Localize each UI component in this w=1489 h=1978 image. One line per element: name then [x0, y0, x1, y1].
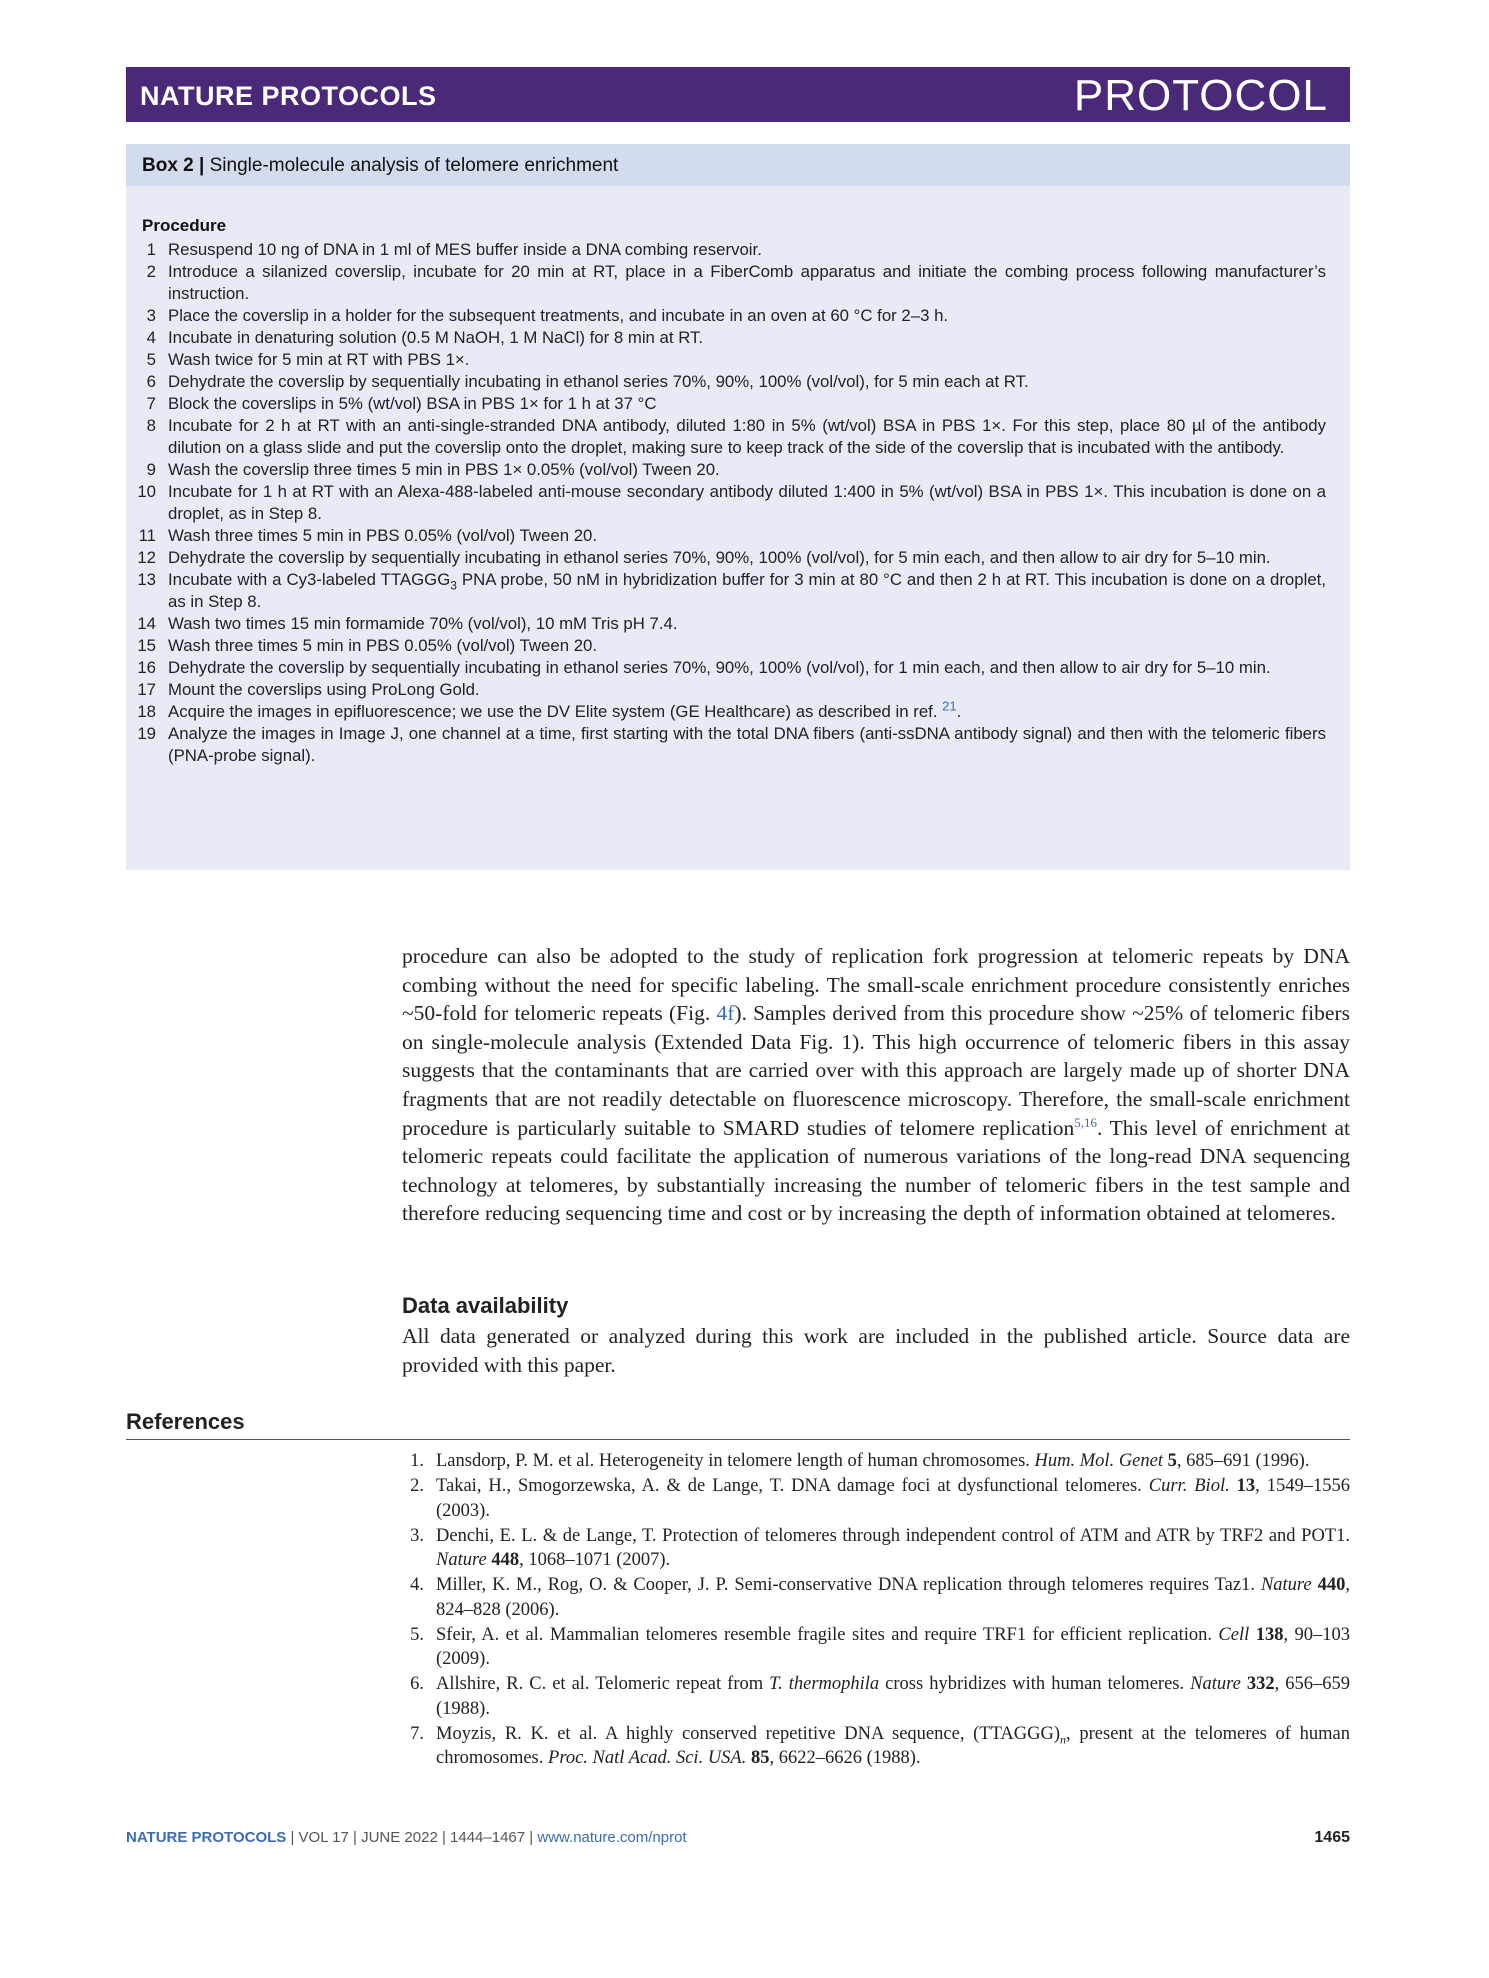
- reference-item: [402, 1722, 1350, 1771]
- reference-item: [402, 1672, 1350, 1721]
- reference-pages: , 685–691 (1996).: [1176, 1451, 1310, 1471]
- step-number: 16: [137, 658, 156, 677]
- step-text-part: Mount the coverslips using ProLong Gold.: [168, 680, 480, 699]
- procedure-step: [126, 723, 1350, 767]
- footer-date: JUNE 2022: [361, 1829, 438, 1846]
- reference-pages: , 6622–6626 (1988).: [769, 1748, 921, 1768]
- procedure-step: [126, 613, 1350, 635]
- references-list: [402, 1449, 1350, 1771]
- reference-text: [436, 1672, 1350, 1721]
- step-number: 4: [146, 328, 156, 347]
- step-text-part: Analyze the images in Image J, one channel at a time, first starting with the total DNA fibers (anti-ssDNA antibody signal) and then with the telomeric fibers (PNA-probe signal).: [168, 724, 1326, 765]
- step-text: [168, 525, 1326, 547]
- step-text: [168, 657, 1326, 679]
- footer-separator: |: [437, 1829, 451, 1846]
- reference-pages: , 824–828 (2006).: [436, 1575, 1350, 1620]
- procedure-step: [126, 239, 1350, 261]
- step-text: [168, 547, 1326, 569]
- footer-citation: [126, 1829, 687, 1846]
- citation-link[interactable]: 21: [942, 698, 957, 714]
- reference-number: 4.: [410, 1575, 424, 1595]
- step-number: 7: [146, 394, 156, 413]
- footer-separator: |: [525, 1829, 538, 1846]
- reference-text: [436, 1449, 1350, 1474]
- step-number: 1: [146, 240, 156, 259]
- reference-item: [402, 1474, 1350, 1523]
- data-availability-heading: Data availability: [402, 1293, 569, 1318]
- step-text-part: Wash twice for 5 min at RT with PBS 1×.: [168, 350, 470, 369]
- reference-volume: 5: [1167, 1451, 1177, 1471]
- reference-authors-title: Allshire, R. C. et al. Telomeric repeat from: [436, 1674, 770, 1694]
- body-paragraph: [402, 942, 1350, 1228]
- step-text: [168, 698, 1326, 723]
- procedure-heading: Procedure: [142, 216, 227, 235]
- reference-text: [436, 1573, 1350, 1622]
- step-number: 13: [137, 570, 156, 589]
- figure-link[interactable]: 4f: [716, 1001, 735, 1026]
- citation-link[interactable]: 5,16: [1074, 1114, 1098, 1130]
- footer-volume: VOL 17: [298, 1829, 349, 1846]
- procedure-step: [126, 327, 1350, 349]
- footer-journal: NATURE PROTOCOLS: [126, 1829, 287, 1846]
- box-label: Box 2 |: [142, 155, 205, 176]
- procedure-step: [126, 305, 1350, 327]
- references-heading: References: [126, 1409, 245, 1434]
- reference-pages: , 656–659 (1988).: [436, 1674, 1351, 1719]
- reference-volume: 448: [491, 1550, 520, 1570]
- reference-item: [402, 1623, 1350, 1672]
- step-text-part: Incubate in denaturing solution (0.5 M NaOH, 1 M NaCl) for 8 min at RT.: [168, 328, 704, 347]
- step-text-part: Introduce a silanized coverslip, incubate for 20 min at RT, place in a FiberComb apparatus and initiate the combing process following manufacturer’s instruction.: [168, 262, 1326, 303]
- step-text: [168, 481, 1326, 525]
- step-text-part: .: [956, 702, 962, 721]
- reference-title-part: , present at the telomeres of human chromosomes.: [436, 1723, 1350, 1768]
- step-text: [168, 371, 1326, 393]
- step-text: [168, 459, 1326, 481]
- article-type: PROTOCOL: [1073, 71, 1328, 120]
- reference-title-part: cross hybridizes with human telomeres.: [879, 1674, 1191, 1694]
- step-text-part: Wash three times 5 min in PBS 0.05% (vol/vol) Tween 20.: [168, 526, 598, 545]
- reference-number: 6.: [410, 1674, 424, 1694]
- procedure-step: [126, 415, 1350, 459]
- box-title-text: Single-molecule analysis of telomere enrichment: [209, 155, 619, 176]
- reference-number: 7.: [410, 1723, 424, 1744]
- body-text-part: . This level of enrichment at telomeric repeats could facilitate the application of numerous variations of the long-read DNA sequencing technology at telomeres, by substantially increasing the number of telomeric fibers in the test sample and therefore reducing sequencing time and cost or by increasing the depth of information obtained at telomeres.: [402, 1115, 1350, 1226]
- step-text: [168, 305, 1326, 327]
- step-text: [168, 635, 1326, 657]
- reference-item: [402, 1573, 1350, 1622]
- footer-url-link[interactable]: www.nature.com/nprot: [537, 1829, 687, 1846]
- body-text-part: ). Samples derived from this procedure show ~25% of telomeric fibers on single-molecule analysis (Extended Data Fig. 1). This high occurrence of telomeric fibers in this assay suggests that the contaminants that are carried over with this approach are largely made up of shorter DNA fragments that are not readily detectable on fluorescence microscopy. Therefore, the small-scale enrichment procedure is particularly suitable to SMARD studies of telomere replication: [402, 1001, 1350, 1140]
- body-text-part: procedure can also be adopted to the study of replication fork progression at telomeric repeats by DNA combing without the need for specific labeling. The small-scale enrichment procedure consistently enriches ~50-fold for telomeric repeats (Fig.: [402, 944, 1350, 1026]
- step-number: 12: [137, 548, 156, 567]
- footer-pages: 1444–1467: [450, 1829, 526, 1846]
- step-text-part: Block the coverslips in 5% (wt/vol) BSA in PBS 1× for 1 h at 37 °C: [168, 394, 657, 413]
- reference-authors-title: Lansdorp, P. M. et al. Heterogeneity in telomere length of human chromosomes.: [436, 1451, 1035, 1471]
- reference-volume: 332: [1246, 1674, 1275, 1694]
- reference-number: 5.: [410, 1624, 424, 1645]
- step-number: 15: [137, 636, 156, 655]
- step-number: 17: [137, 680, 156, 699]
- reference-species: T. thermophila: [769, 1674, 880, 1694]
- reference-number: 3.: [410, 1525, 424, 1546]
- step-text: [168, 723, 1326, 767]
- procedure-steps: [126, 239, 1350, 767]
- reference-authors-title: Denchi, E. L. & de Lange, T. Protection of telomeres through independent control of ATM and ATR by TRF2 and POT1.: [436, 1525, 1350, 1546]
- step-number: 8: [146, 416, 156, 435]
- data-availability-text: All data generated or analyzed during this work are included in the published article. Source data are provided with this paper.: [402, 1324, 1350, 1377]
- procedure-box: [126, 144, 1350, 870]
- journal-header-bar: [126, 67, 1350, 122]
- reference-journal: Nature: [1260, 1575, 1312, 1595]
- step-text-part: Wash two times 15 min formamide 70% (vol/vol), 10 mM Tris pH 7.4.: [168, 614, 678, 633]
- reference-authors-title: Takai, H., Smogorzewska, A. & de Lange, T. DNA damage foci at dysfunctional telomeres.: [436, 1476, 1149, 1496]
- step-number: 11: [138, 526, 156, 545]
- box-title-bar: [126, 144, 1350, 186]
- step-text: [168, 239, 1326, 261]
- procedure-step: [126, 371, 1350, 393]
- reference-item: [402, 1524, 1350, 1573]
- step-text-part: Dehydrate the coverslip by sequentially incubating in ethanol series 70%, 90%, 100% (vol/vol), for 5 min each, and then allow to air dry for 5–10 min.: [168, 548, 1271, 567]
- reference-text: [436, 1623, 1350, 1672]
- box-title: [142, 155, 618, 177]
- procedure-step: [126, 657, 1350, 679]
- reference-pages: , 1549–1556 (2003).: [436, 1476, 1350, 1521]
- footer-separator: |: [348, 1829, 362, 1846]
- step-number: 6: [146, 372, 156, 391]
- step-text: [168, 613, 1326, 635]
- step-text-part: Dehydrate the coverslip by sequentially incubating in ethanol series 70%, 90%, 100% (vol/vol), for 1 min each, and then allow to air dry for 5–10 min.: [168, 658, 1271, 677]
- journal-name: NATURE PROTOCOLS: [140, 81, 437, 111]
- reference-item: [402, 1449, 1350, 1474]
- reference-journal: Proc. Natl Acad. Sci. USA.: [548, 1748, 747, 1768]
- step-text-part: Wash the coverslip three times 5 min in PBS 1× 0.05% (vol/vol) Tween 20.: [168, 460, 720, 479]
- procedure-step: [126, 261, 1350, 305]
- reference-volume: 440: [1317, 1575, 1346, 1595]
- procedure-step: [126, 525, 1350, 547]
- reference-number: 1.: [410, 1451, 424, 1471]
- step-text: [168, 393, 1326, 415]
- step-number: 18: [137, 702, 156, 721]
- step-text: [168, 569, 1326, 613]
- step-text-part: Incubate for 2 h at RT with an anti-single-stranded DNA antibody, diluted 1:80 in 5% (wt/vol) BSA in PBS 1×. For this step, place 80 µl of the antibody dilution on a glass slide and put the coverslip onto the droplet, making sure to keep track of the side of the coverslip that is incubated with the antibody.: [168, 416, 1326, 457]
- reference-volume: 13: [1236, 1476, 1256, 1496]
- reference-text: [436, 1474, 1350, 1523]
- step-text: [168, 327, 1326, 349]
- procedure-step: [126, 698, 1350, 723]
- reference-journal: Hum. Mol. Genet: [1034, 1451, 1163, 1471]
- page-number: 1465: [1314, 1829, 1350, 1846]
- procedure-step: [126, 547, 1350, 569]
- step-number: 19: [137, 724, 156, 743]
- reference-number: 2.: [410, 1476, 424, 1496]
- step-text-part: PNA probe, 50 nM in hybridization buffer for 3 min at 80 °C and then 2 h at RT. This incubation is done on a droplet, as in Step 8.: [168, 570, 1326, 611]
- footer-separator: |: [286, 1829, 299, 1846]
- step-number: 9: [146, 460, 156, 479]
- step-text-part: Place the coverslip in a holder for the subsequent treatments, and incubate in an oven at 60 °C for 2–3 h.: [168, 306, 949, 325]
- reference-authors-title: Miller, K. M., Rog, O. & Cooper, J. P. Semi-conservative DNA replication through telomeres requires Taz1.: [436, 1575, 1261, 1595]
- procedure-step: [126, 569, 1350, 613]
- reference-volume: 85: [750, 1748, 770, 1768]
- step-number: 2: [146, 262, 156, 281]
- subscript: n: [1060, 1732, 1067, 1747]
- step-text-part: Incubate with a Cy3-labeled TTAGGG: [168, 570, 451, 589]
- step-text: [168, 261, 1326, 305]
- step-text-part: Wash three times 5 min in PBS 0.05% (vol/vol) Tween 20.: [168, 636, 598, 655]
- step-text: [168, 679, 1326, 701]
- reference-pages: , 1068–1071 (2007).: [519, 1550, 671, 1570]
- reference-authors-title: Sfeir, A. et al. Mammalian telomeres resemble fragile sites and require TRF1 for efficient replication.: [436, 1624, 1219, 1645]
- step-text-part: Resuspend 10 ng of DNA in 1 ml of MES buffer inside a DNA combing reservoir.: [168, 240, 762, 259]
- step-text-part: Incubate for 1 h at RT with an Alexa-488-labeled anti-mouse secondary antibody diluted 1:400 in 5% (wt/vol) BSA in PBS 1×. This incubation is done on a droplet, as in Step 8.: [168, 482, 1326, 523]
- step-text: [168, 415, 1326, 459]
- procedure-step: [126, 679, 1350, 701]
- reference-volume: 138: [1255, 1624, 1284, 1645]
- reference-journal: Cell: [1218, 1624, 1250, 1645]
- procedure-step: [126, 459, 1350, 481]
- procedure-step: [126, 349, 1350, 371]
- references-divider: [126, 1439, 1350, 1440]
- step-number: 3: [146, 306, 156, 325]
- subscript: 3: [450, 578, 457, 593]
- step-number: 14: [137, 614, 156, 633]
- reference-authors-title: Moyzis, R. K. et al. A highly conserved repetitive DNA sequence, (TTAGGG): [436, 1723, 1061, 1744]
- reference-journal: Curr. Biol.: [1148, 1476, 1230, 1496]
- reference-journal: Nature: [1190, 1674, 1241, 1694]
- step-number: 10: [137, 482, 156, 501]
- step-text-part: Acquire the images in epifluorescence; we use the DV Elite system (GE Healthcare) as described in ref.: [168, 702, 938, 721]
- step-text-part: Dehydrate the coverslip by sequentially incubating in ethanol series 70%, 90%, 100% (vol/vol), for 5 min each at RT.: [168, 372, 1029, 391]
- procedure-step: [126, 481, 1350, 525]
- reference-text: [436, 1524, 1350, 1573]
- reference-text: [436, 1722, 1350, 1771]
- step-text: [168, 349, 1326, 371]
- procedure-step: [126, 393, 1350, 415]
- procedure-step: [126, 635, 1350, 657]
- reference-pages: , 90–103 (2009).: [436, 1624, 1350, 1669]
- step-number: 5: [146, 350, 156, 369]
- reference-journal: Nature: [436, 1550, 487, 1570]
